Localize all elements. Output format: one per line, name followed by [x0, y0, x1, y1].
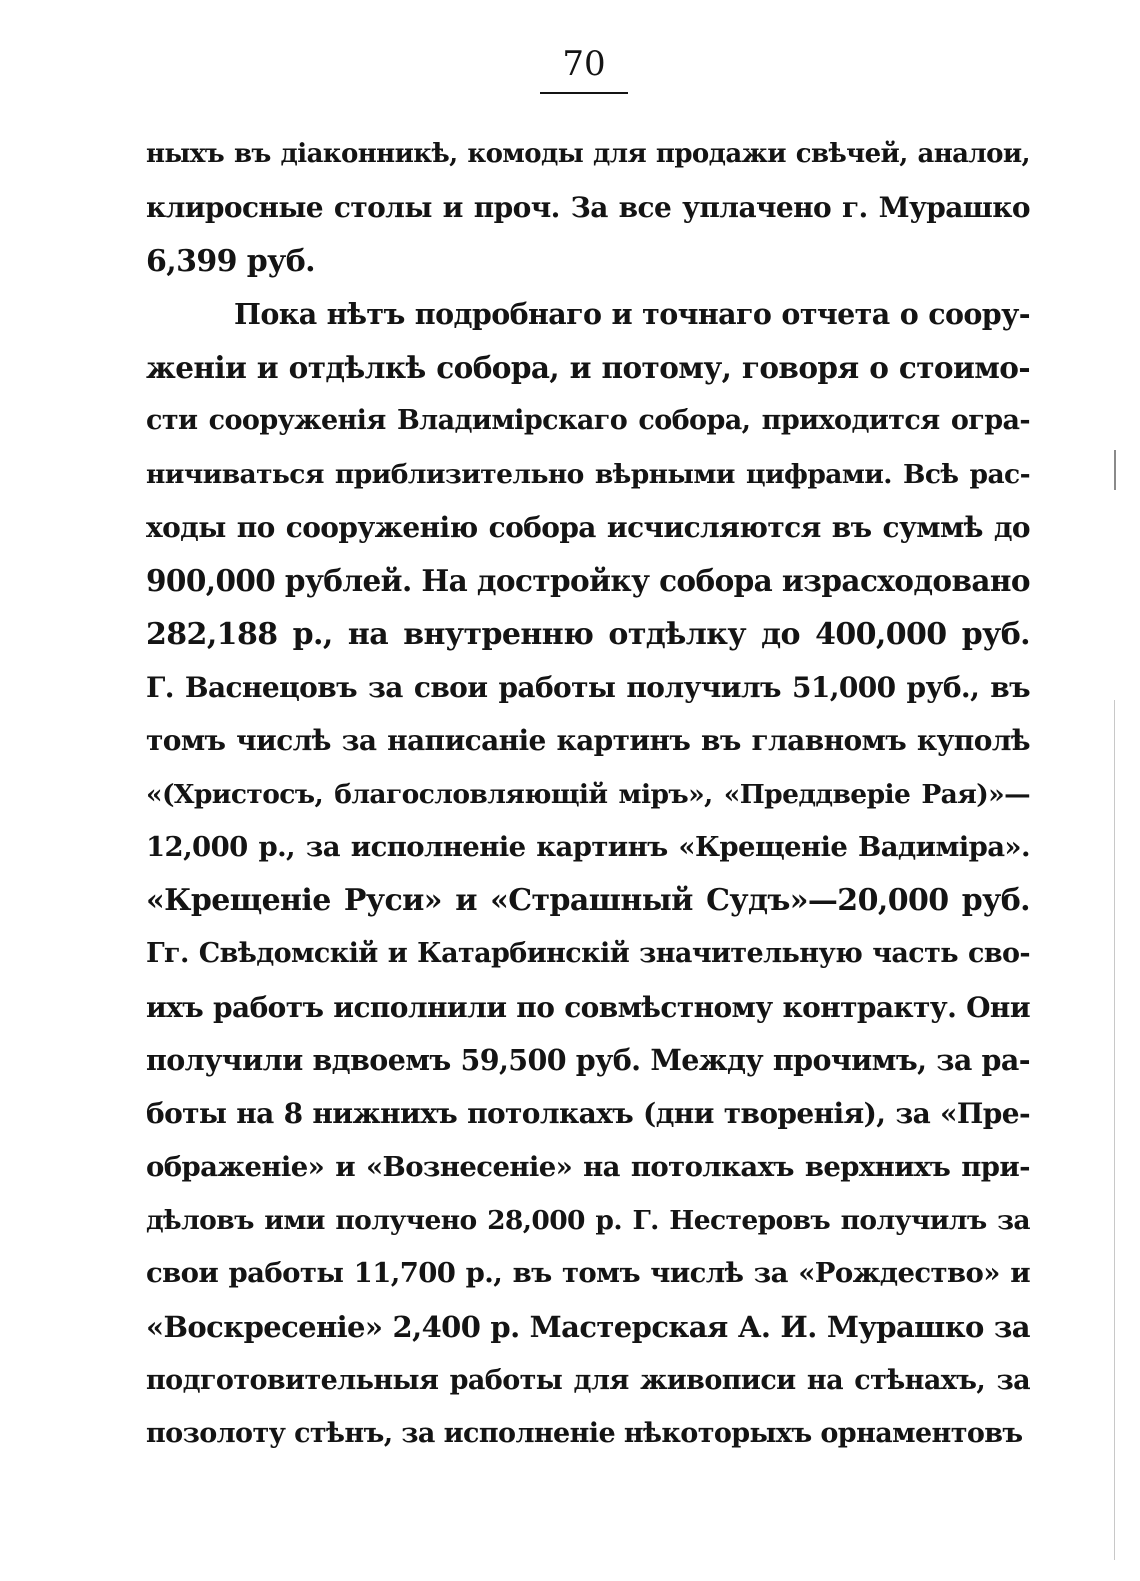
- text-line: дѣловъ ими получено 28,000 р. Г. Нестеровъ получилъ за: [146, 1204, 1030, 1236]
- text-line: Г. Васнецовъ за свои работы получилъ 51,000 руб., въ: [146, 670, 1030, 704]
- scan-edge-mark: [1114, 450, 1116, 490]
- body-text: [146, 128, 1030, 1460]
- text-line: позолоту стѣнъ, за исполненіе нѣкоторыхъ орнаментовъ: [146, 1418, 1023, 1450]
- text-line: свои работы 11,700 р., въ томъ числѣ за «Рождество» и: [146, 1257, 1030, 1290]
- text-line: боты на 8 нижнихъ потолкахъ (дни творенія), за «Пре-: [146, 1097, 1030, 1131]
- text-line: ничиваться приблизительно вѣрными цифрами. Всѣ рас-: [146, 458, 1030, 490]
- paragraph-1: [146, 128, 1030, 288]
- text-line: ходы по сооруженію собора исчисляются въ суммѣ до: [146, 511, 1030, 545]
- text-line: «Крещеніе Руси» и «Страшный Судъ»—20,000 руб.: [146, 883, 1030, 919]
- text-line: ихъ работъ исполнили по совмѣстному контракту. Они: [146, 990, 1030, 1024]
- text-line: «Воскресеніе» 2,400 р. Мастерская А. И. Мурашко за: [146, 1309, 1030, 1344]
- text-line: получили вдвоемъ 59,500 руб. Между прочимъ, за ра-: [146, 1043, 1030, 1078]
- text-line: 6,399 руб.: [146, 243, 316, 279]
- text-line: подготовительныя работы для живописи на стѣнахъ, за: [146, 1364, 1030, 1396]
- text-line: 900,000 рублей. На достройку собора израсходовано: [146, 563, 1030, 599]
- text-line: томъ числѣ за написаніе картинъ въ главномъ куполѣ: [146, 724, 1030, 758]
- text-line: «(Христосъ, благословляющій міръ», «Преддверіе Рая)»—: [146, 778, 1030, 810]
- text-line: ображеніе» и «Вознесеніе» на потолкахъ верхнихъ при-: [146, 1150, 1030, 1183]
- text-line: женіи и отдѣлкѣ собора, и потому, говоря о стоимо-: [146, 350, 1030, 386]
- text-line: клиросные столы и проч. За все уплачено г. Мурашко: [146, 191, 1030, 225]
- paragraph-2: [146, 288, 1030, 1461]
- page-number: 70: [562, 44, 606, 84]
- text-line: ныхъ въ діаконникѣ, комоды для продажи свѣчей, аналои,: [146, 139, 1030, 169]
- text-line: сти сооруженія Владимірскаго собора, приходится огра-: [146, 405, 1030, 437]
- scan-edge-line: [1114, 700, 1115, 1560]
- text-line: Гг. Свѣдомскій и Катарбинскій значительную часть сво-: [146, 938, 1030, 970]
- text-line: Пока нѣтъ подробнаго и точнаго отчета о соору-: [234, 296, 1030, 331]
- text-line: 282,188 р., на внутренню отдѣлку до 400,000 руб.: [146, 616, 1030, 652]
- page-number-underline: [540, 92, 628, 94]
- text-line: 12,000 р., за исполненіе картинъ «Крещеніе Вадиміра».: [146, 830, 1030, 863]
